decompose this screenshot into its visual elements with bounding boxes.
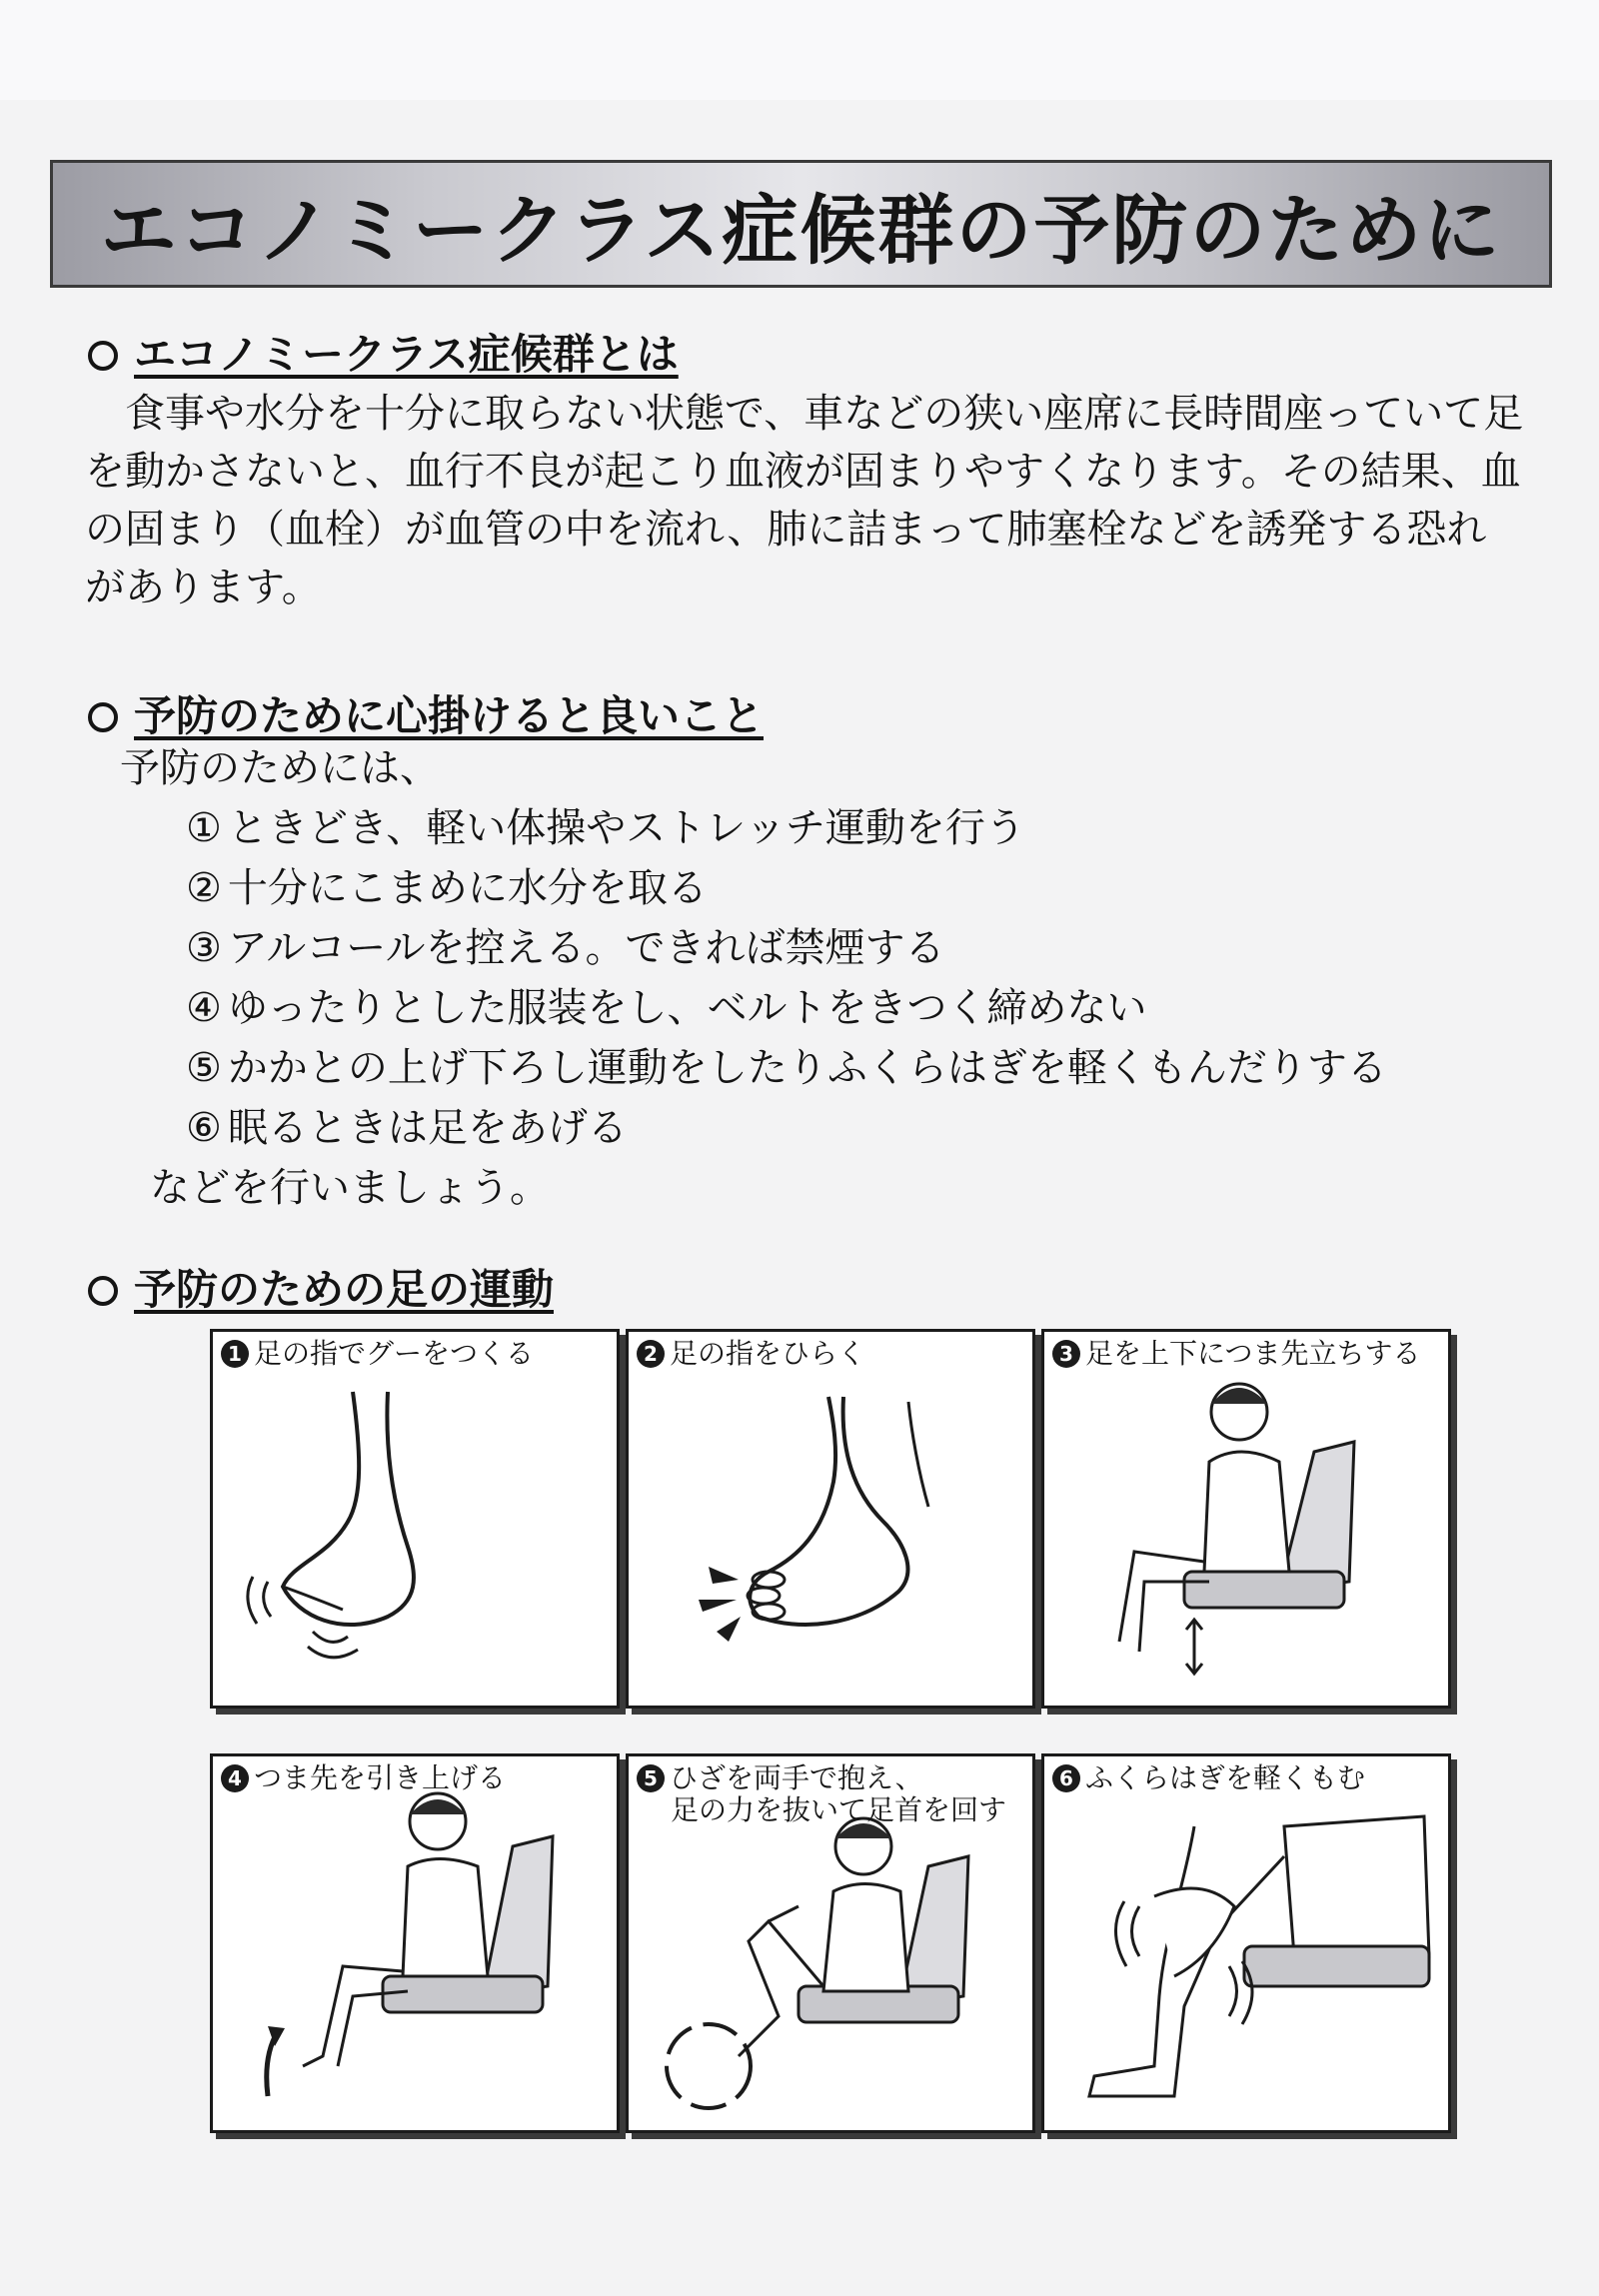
- list-text: 十分にこまめに水分を取る: [227, 865, 708, 911]
- title-banner: [50, 160, 1552, 288]
- step-badge: 6: [1052, 1764, 1080, 1792]
- list-item: [186, 979, 1146, 1037]
- foot-toes-curl-icon: [213, 1332, 617, 1706]
- exercise-panel-4: [210, 1753, 620, 2133]
- step-badge: 4: [221, 1764, 249, 1792]
- foot-toes-spread-icon: [629, 1332, 1032, 1706]
- list-text: ときどき、軽い体操やストレッチ運動を行う: [227, 805, 1025, 851]
- caption-text: 足の指をひらく: [670, 1337, 866, 1370]
- list-text: 眠るときは足をあげる: [227, 1105, 628, 1151]
- exercise-caption: [637, 1338, 1026, 1370]
- step-badge: 2: [637, 1340, 665, 1368]
- list-text: ゆったりとした服装をし、ベルトをきつく締めない: [227, 985, 1147, 1031]
- exercise-panel-6: [1041, 1753, 1451, 2133]
- prevention-intro: 予防のためには、: [120, 745, 440, 791]
- circle-bullet-icon: [88, 341, 118, 371]
- caption-text-line2: 足の力を抜いて足首を回す: [671, 1793, 1007, 1826]
- list-text: アルコールを控える。できれば禁煙する: [227, 925, 945, 971]
- list-number: ②: [186, 865, 222, 911]
- exercise-caption: [1052, 1762, 1442, 1794]
- list-item: [186, 859, 708, 917]
- circle-bullet-icon: [88, 1276, 118, 1306]
- caption-text: ふくらはぎを軽くもむ: [1085, 1761, 1366, 1794]
- calf-massage-icon: [1044, 1756, 1448, 2130]
- circle-bullet-icon: [88, 702, 118, 732]
- list-item: [186, 1039, 1387, 1097]
- caption-text: ひざを両手で抱え、: [670, 1761, 923, 1794]
- exercise-panel-2: [626, 1329, 1035, 1709]
- caption-text: つま先を引き上げる: [254, 1761, 507, 1794]
- list-item: [186, 919, 944, 977]
- prevention-outro: などを行いましょう。: [150, 1165, 550, 1211]
- list-number: ①: [186, 805, 222, 851]
- section-heading-about: [88, 322, 679, 382]
- caption-text: 足を上下につま先立ちする: [1085, 1337, 1421, 1370]
- list-text: かかとの上げ下ろし運動をしたりふくらはぎを軽くもんだりする: [227, 1045, 1387, 1091]
- paper-edge: [0, 0, 1599, 100]
- step-badge: 3: [1052, 1340, 1080, 1368]
- exercise-panel-1: [210, 1329, 620, 1709]
- step-badge: 1: [221, 1340, 249, 1368]
- list-number: ⑥: [186, 1105, 222, 1151]
- section-heading-text: 予防のために心掛けると良いこと: [134, 691, 765, 740]
- exercise-caption: [1052, 1338, 1442, 1370]
- caption-text: 足の指でグーをつくる: [254, 1337, 535, 1370]
- section-heading-text: エコノミークラス症候群とは: [134, 330, 679, 379]
- exercise-panel-3: [1041, 1329, 1451, 1709]
- step-badge: 5: [637, 1764, 665, 1792]
- section-heading-exercises: [88, 1257, 554, 1317]
- list-number: ④: [186, 985, 222, 1031]
- exercise-panel-5: [626, 1753, 1035, 2133]
- list-item: [186, 799, 1025, 857]
- section-heading-prevention: [88, 683, 764, 743]
- list-item: [186, 1099, 628, 1157]
- section-heading-text: 予防のための足の運動: [134, 1265, 555, 1314]
- exercise-caption: [637, 1762, 1026, 1826]
- list-number: ⑤: [186, 1045, 222, 1091]
- exercise-caption: [221, 1762, 611, 1794]
- exercise-caption: [221, 1338, 611, 1370]
- about-paragraph: 食事や水分を十分に取らない状態で、車などの狭い座席に長時間座っていて足を動かさないと、血行不良が起こり血液が固まりやすくなります。その結果、血の固まり（血栓）が血管の中を流れ、肺に詰まって肺塞栓などを誘発する恐れがあります。: [85, 391, 1524, 610]
- list-number: ③: [186, 925, 222, 971]
- seated-toe-raise-icon: [213, 1756, 617, 2130]
- page-title: エコノミークラス症候群の予防のために: [100, 185, 1502, 275]
- seated-tiptoe-icon: [1044, 1332, 1448, 1706]
